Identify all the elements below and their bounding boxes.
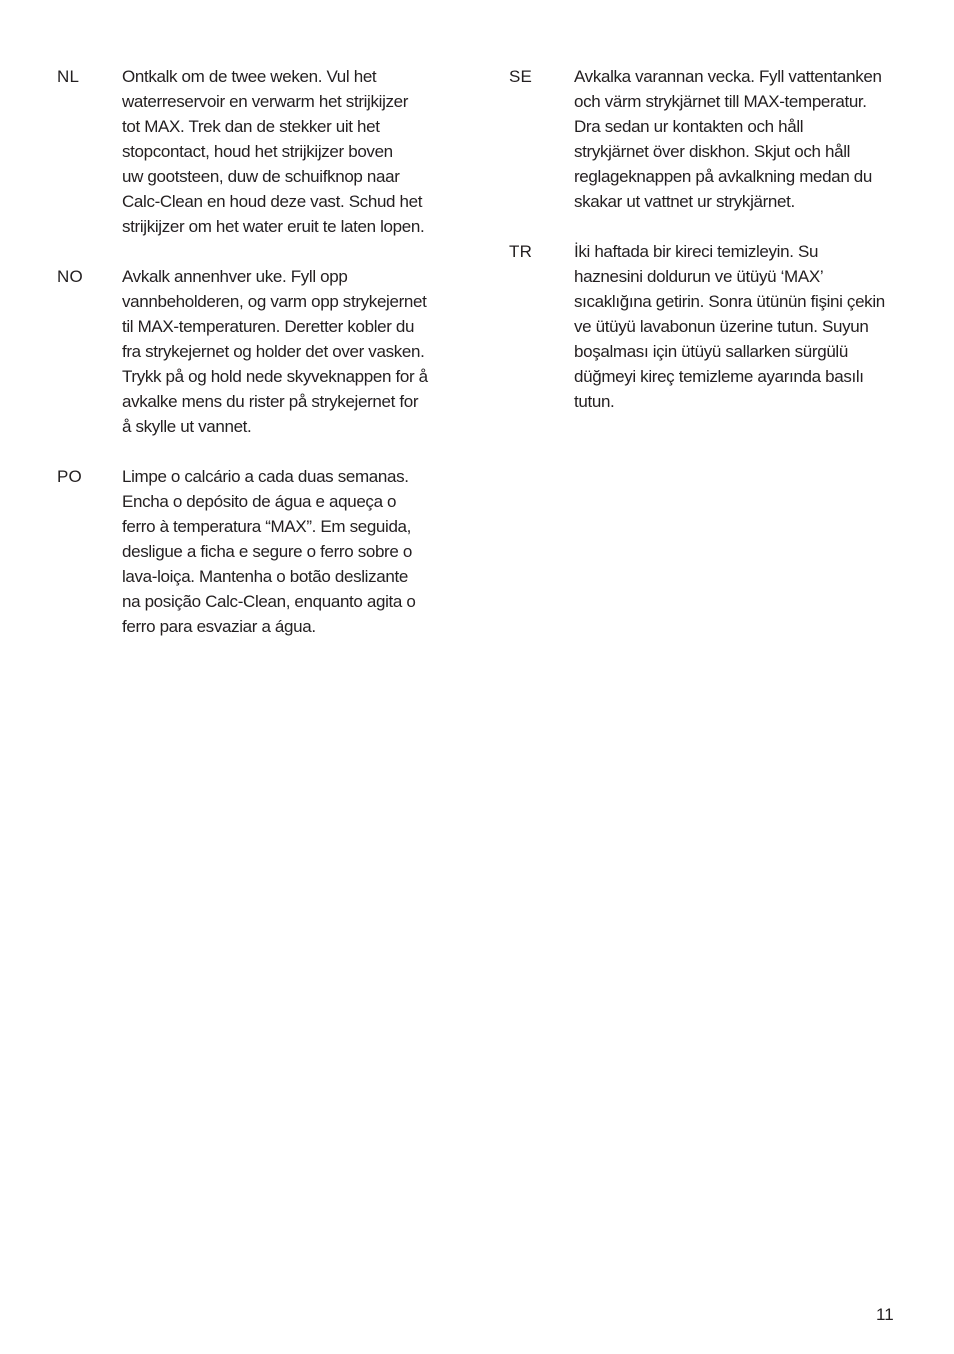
instruction-text-tr: İki haftada bir kireci temizleyin. Su haznesini doldurun ve ütüyü ‘MAX’ sıcaklığına getirin. Sonra ütünün fişini çekin ve ütüyü lavabonun üzerine tutun. Suyun boşalması için ütüyü sallarken sürgülü düğmeyi kireç temizleme ayarında basılı tutun. [574,242,885,411]
instruction-text-po: Limpe o calcário a cada duas semanas. Encha o depósito de água e aqueça o ferro à temperatura “MAX”. Em seguida, desligue a ficha e segure o ferro sobre o lava-loiça. Mantenha o botão deslizante na posição Calc-Clean, enquanto agita o ferro para esvaziar a água. [122,467,416,636]
language-code-nl: NL [57,67,80,86]
entry-nl [57,64,457,239]
entry-se [509,64,909,214]
left-column [57,64,457,664]
entry-tr [509,239,909,414]
instruction-text-no: Avkalk annenhver uke. Fyll opp vannbeholderen, og varm opp strykejernet til MAX-temperaturen. Deretter kobler du fra strykejernet og holder det over vasken. Trykk på og hold nede skyveknappen for å avkalke mens du rister på strykejernet for å skylle ut vannet. [122,267,428,436]
entry-po [57,464,457,639]
page-number: 11 [876,1305,894,1324]
language-code-po: PO [57,467,82,486]
language-code-se: SE [509,67,533,86]
instruction-text-nl: Ontkalk om de twee weken. Vul het waterreservoir en verwarm het strijkijzer tot MAX. Trek dan de stekker uit het stopcontact, houd het strijkijzer boven uw gootsteen, duw de schuifknop naar Calc-Clean en houd deze vast. Schud het strijkijzer om het water eruit te laten lopen. [122,67,425,236]
instruction-text-se: Avkalka varannan vecka. Fyll vattentanken och värm strykjärnet till MAX-temperatur. Dra sedan ur kontakten och håll strykjärnet över diskhon. Skjut och håll reglageknappen på avkalkning medan du skakar ut vattnet ur strykjärnet. [574,67,882,211]
language-code-no: NO [57,267,83,286]
language-code-tr: TR [509,242,533,261]
right-column [509,64,909,439]
entry-no [57,264,457,439]
